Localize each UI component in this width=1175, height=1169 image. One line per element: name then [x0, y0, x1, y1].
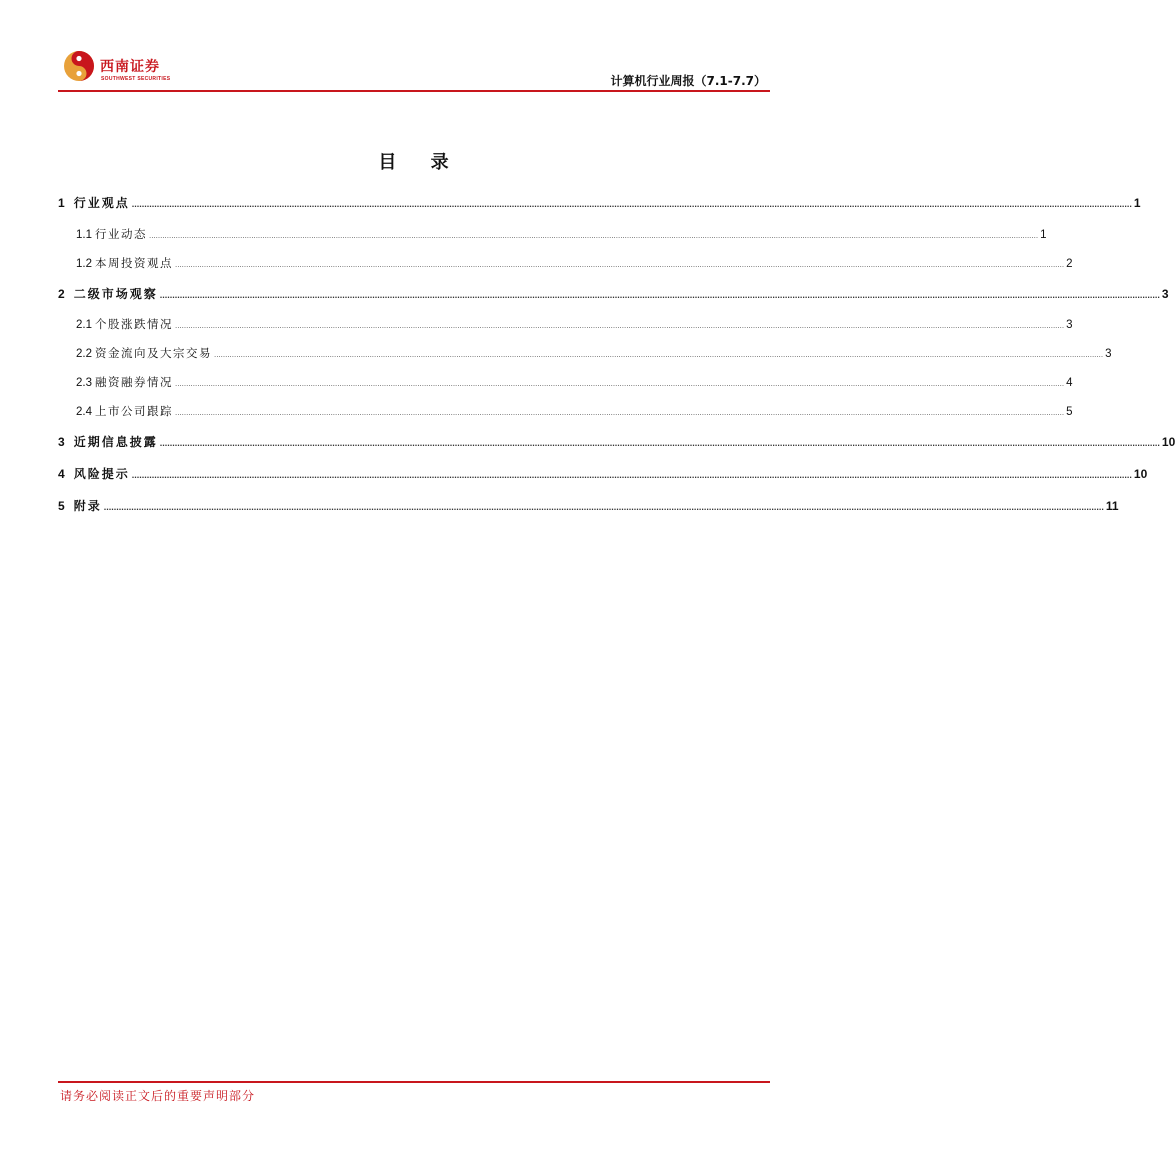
toc-entry-page: 10 [1161, 435, 1175, 449]
toc-dot-leader: ................................................................................................................................................................................................................................................................................................................................................................................................................ [175, 379, 1065, 388]
toc-entry-page: 10 [1133, 467, 1148, 481]
toc-entry-label: 行业动态 [95, 227, 147, 241]
toc-entry-page: 5 [1066, 406, 1073, 418]
toc-entry[interactable] [58, 285, 1169, 303]
toc-entry-page: 4 [1066, 377, 1073, 389]
toc-entry[interactable] [58, 497, 1119, 515]
logo-emblem-icon [63, 50, 95, 82]
toc-dot-leader: ................................................................................................................................................................................................................................................................................................................................................................................................................ [159, 290, 1160, 300]
toc-title: 目 录 [378, 152, 463, 173]
footer-divider [58, 1081, 770, 1083]
toc-entry-page: 3 [1161, 287, 1169, 301]
logo-chinese-name: 西南证券 [100, 59, 160, 75]
toc-entry-label: 上市公司跟踪 [95, 404, 173, 418]
toc-entry-page: 3 [1105, 348, 1112, 360]
toc-entry-label: 附录 [73, 499, 102, 513]
toc-entry-label: 个股涨跌情况 [95, 317, 173, 331]
toc-entry-label: 二级市场观察 [73, 287, 158, 301]
toc-entry-page: 11 [1105, 499, 1119, 513]
toc-entry-number: 2.2 [76, 348, 92, 360]
toc-dot-leader: ................................................................................................................................................................................................................................................................................................................................................................................................................ [103, 502, 1104, 512]
footer-disclaimer: 请务必阅读正文后的重要声明部分 [60, 1089, 256, 1103]
toc-entry-label: 本周投资观点 [95, 256, 173, 270]
page-header [58, 46, 770, 92]
toc-entry-label: 资金流向及大宗交易 [95, 346, 212, 360]
toc-entry-number: 4 [58, 467, 65, 481]
toc-dot-leader: ................................................................................................................................................................................................................................................................................................................................................................................................................ [159, 438, 1160, 448]
toc-entry[interactable] [58, 225, 1047, 243]
report-title: 计算机行业周报（7.1-7.7） [610, 74, 766, 88]
toc-dot-leader: ................................................................................................................................................................................................................................................................................................................................................................................................................ [131, 470, 1132, 480]
toc-dot-leader: ................................................................................................................................................................................................................................................................................................................................................................................................................ [131, 199, 1132, 209]
toc-entry-page: 3 [1066, 319, 1073, 331]
header-divider [58, 90, 770, 92]
toc-entry-number: 2.4 [76, 406, 92, 418]
toc-entry-number: 2.3 [76, 377, 92, 389]
toc-entry-number: 1.1 [76, 229, 92, 241]
toc-dot-leader: ................................................................................................................................................................................................................................................................................................................................................................................................................ [149, 231, 1039, 240]
toc-entry-label: 行业观点 [73, 196, 130, 210]
toc-entry-label: 融资融券情况 [95, 375, 173, 389]
toc-entry-label: 近期信息披露 [73, 435, 158, 449]
toc-entry-label: 风险提示 [73, 467, 130, 481]
toc-entry-page: 1 [1133, 196, 1141, 210]
toc-dot-leader: ................................................................................................................................................................................................................................................................................................................................................................................................................ [175, 408, 1065, 417]
toc-entry-number: 5 [58, 499, 65, 513]
toc-dot-leader: ................................................................................................................................................................................................................................................................................................................................................................................................................ [214, 350, 1104, 359]
toc-entry[interactable] [58, 254, 1073, 272]
toc-dot-leader: ................................................................................................................................................................................................................................................................................................................................................................................................................ [175, 260, 1065, 269]
toc-entry[interactable] [58, 402, 1073, 420]
toc-dot-leader: ................................................................................................................................................................................................................................................................................................................................................................................................................ [175, 321, 1065, 330]
logo-english-name: SOUTHWEST SECURITIES [101, 76, 171, 82]
toc-entry[interactable] [58, 315, 1073, 333]
toc-entry[interactable] [58, 344, 1112, 362]
toc-entry-number: 2.1 [76, 319, 92, 331]
toc-entry-number: 2 [58, 287, 65, 301]
toc-entry[interactable] [58, 373, 1073, 391]
toc-entry[interactable] [58, 465, 1148, 483]
toc-entry[interactable] [58, 433, 1175, 451]
toc-entry[interactable] [58, 194, 1141, 212]
toc-entry-number: 1.2 [76, 258, 92, 270]
company-logo [63, 50, 183, 84]
toc-entry-page: 2 [1066, 258, 1073, 270]
toc-entry-number: 3 [58, 435, 65, 449]
toc-entry-page: 1 [1040, 229, 1047, 241]
toc-entry-number: 1 [58, 196, 65, 210]
